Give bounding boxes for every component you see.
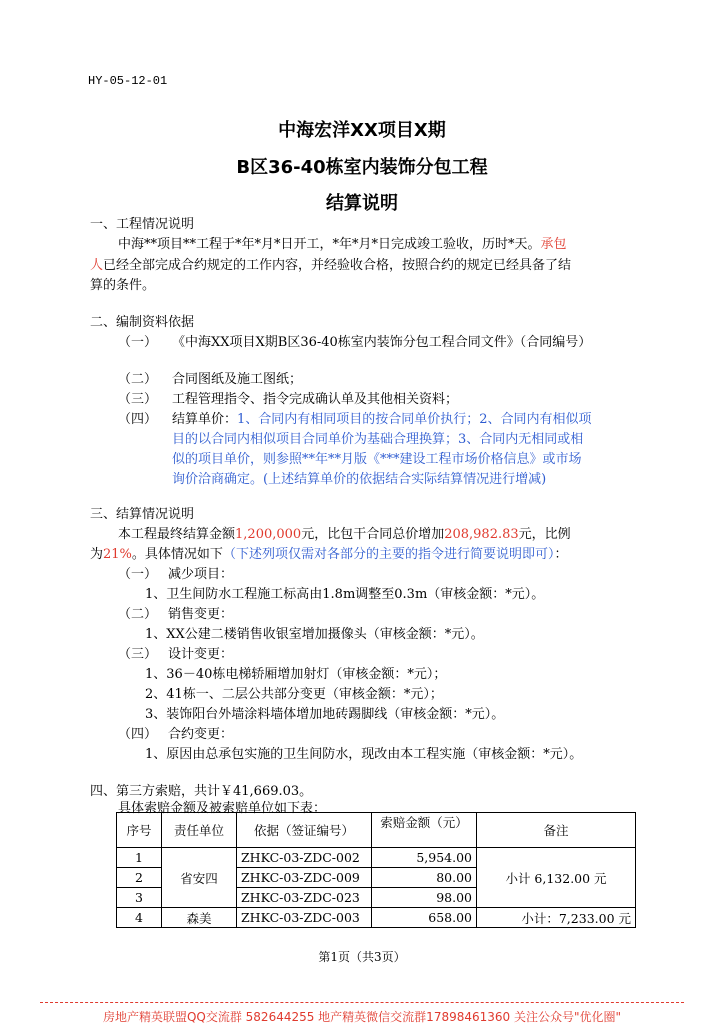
section2-item4-line2: 目的以合同内相似项目合同单价为基础合理换算；3、合同内无相同或相 — [172, 432, 584, 447]
claims-table-header — [117, 813, 636, 848]
row-no: 4 — [117, 908, 162, 928]
section2-item2-num: （二） — [118, 372, 158, 387]
section2-heading: 二、编制资料依据 — [90, 315, 195, 330]
group4-title: 合约变更： — [168, 727, 234, 742]
section2-item2: 合同图纸及施工图纸； — [172, 372, 303, 387]
section4-heading: 四、第三方索赔，共计￥41,669.03。 — [90, 784, 313, 799]
section1-paragraph-line1 — [118, 233, 567, 252]
row-no: 3 — [117, 888, 162, 908]
section1-paragraph-line3: 算的条件。 — [90, 278, 156, 293]
section2-item4-line3: 似的项目单价，则参照**年**月版《***建设工程市场价格信息》或市场 — [172, 452, 582, 467]
footer-divider — [40, 1002, 684, 1003]
table-row — [117, 848, 636, 868]
section3-s4: 为 — [90, 547, 104, 562]
section1-heading: 一、工程情况说明 — [90, 217, 195, 232]
title-line-1: 中海宏洋XX项目X期 — [278, 120, 446, 141]
final-amount: 1,200,000 — [235, 527, 302, 542]
row-no: 2 — [117, 868, 162, 888]
header-unit: 责任单位 — [162, 813, 237, 848]
group3-num: （三） — [118, 647, 158, 662]
remark-subtotal-2: 小计：7,233.00 元 — [477, 908, 636, 928]
group4-num: （四） — [118, 727, 158, 742]
watermark-footer: 房地产精英联盟QQ交流群 582644255 地产精英微信交流群17898461360 关注公众号"优化圈" — [102, 1010, 622, 1024]
document-code: HY-05-12-01 — [88, 74, 168, 88]
header-remark: 备注 — [477, 813, 636, 848]
section3-s1: 本工程最终结算金额 — [118, 527, 236, 542]
increase-ratio: 21% — [103, 547, 132, 562]
section2-item1-num: （一） — [118, 335, 158, 350]
section1-p1-red: 承包 — [540, 237, 567, 252]
section1-paragraph-line2 — [90, 254, 571, 273]
header-basis: 依据（签证编号） — [237, 813, 372, 848]
section2-item4-label: 结算单价： — [172, 412, 238, 427]
group2-num: （二） — [118, 607, 158, 622]
row-basis: ZHKC-03-ZDC-009 — [237, 868, 372, 888]
section2-item4-text1: 1、合同内有相同项目的按合同单价执行；2、合同内有相似项 — [237, 412, 592, 427]
header-amount: 索赔金额（元） — [372, 813, 477, 848]
section3-s5: 。具体情况如下 — [131, 547, 223, 562]
group3-title: 设计变更： — [168, 647, 234, 662]
section2-item3: 工程管理指令、指令完成确认单及其他相关资料； — [172, 392, 459, 407]
row-unit: 省安四 — [162, 848, 237, 908]
header-no: 序号 — [117, 813, 162, 848]
section1-p1: 中海**项目**工程于*年*月*日开工，*年*月*日完成竣工验收，历时*天。 — [118, 237, 541, 252]
row-basis: ZHKC-03-ZDC-023 — [237, 888, 372, 908]
section4-subheading: 具体索赔金额及被索赔单位如下表： — [118, 801, 327, 816]
row-unit: 森美 — [162, 908, 237, 928]
section3-s2: 元，比包干合同总价增加 — [301, 527, 445, 542]
section3-s6: ： — [554, 547, 568, 562]
increase-amount: 208,982.83 — [444, 527, 519, 542]
table-row — [117, 908, 636, 928]
section2-item4-line4: 询价洽商确定。(上述结算单价的依据结合实际结算情况进行增减) — [172, 472, 547, 487]
row-amount: 5,954.00 — [372, 848, 477, 868]
title-line-3: 结算说明 — [326, 193, 398, 214]
remark-subtotal-1: 小计 6,132.00 元 — [477, 848, 636, 908]
group3-item2: 2、41栋一、二层公共部分变更（审核金额：*元）； — [145, 687, 443, 702]
section3-s3: 元，比例 — [518, 527, 571, 542]
page-number: 第1页（共3页） — [318, 950, 406, 964]
group3-item1: 1、36－40栋电梯轿厢增加射灯（审核金额：*元）； — [145, 667, 447, 682]
section3-summary-line1 — [118, 523, 571, 542]
row-no: 1 — [117, 848, 162, 868]
row-amount: 98.00 — [372, 888, 477, 908]
section1-p2-red: 人 — [90, 258, 104, 273]
section3-heading: 三、结算情况说明 — [90, 507, 195, 522]
group1-item1: 1、卫生间防水工程施工标高由1.8m调整至0.3m（审核金额：*元）。 — [145, 587, 545, 602]
section1-p2: 已经全部完成合约规定的工作内容，并经验收合格，按照合约的规定已经具备了结 — [103, 258, 572, 273]
row-basis: ZHKC-03-ZDC-002 — [237, 848, 372, 868]
section2-item4-line1 — [172, 408, 592, 427]
group4-item1: 1、原因由总承包实施的卫生间防水，现改由本工程实施（审核金额：*元）。 — [145, 747, 583, 762]
group2-title: 销售变更： — [168, 607, 234, 622]
title-line-2: B区36-40栋室内装饰分包工程 — [236, 157, 488, 178]
claims-table — [116, 812, 636, 928]
row-amount: 658.00 — [372, 908, 477, 928]
group3-item3: 3、装饰阳台外墙涂料墙体增加地砖踢脚线（审核金额：*元）。 — [145, 707, 505, 722]
section2-item1: 《中海XX项目X期B区36-40栋室内装饰分包工程合同文件》（合同编号） — [172, 335, 592, 350]
group1-num: （一） — [118, 567, 158, 582]
section3-summary-line2 — [90, 543, 567, 562]
section3-note: （下述列项仅需对各部分的主要的指令进行简要说明即可） — [222, 547, 555, 562]
row-amount: 80.00 — [372, 868, 477, 888]
section2-item4-num: （四） — [118, 412, 158, 427]
group2-item1: 1、XX公建二楼销售收银室增加摄像头（审核金额：*元）。 — [145, 627, 484, 642]
row-basis: ZHKC-03-ZDC-003 — [237, 908, 372, 928]
group1-title: 减少项目： — [168, 567, 234, 582]
section2-item3-num: （三） — [118, 392, 158, 407]
